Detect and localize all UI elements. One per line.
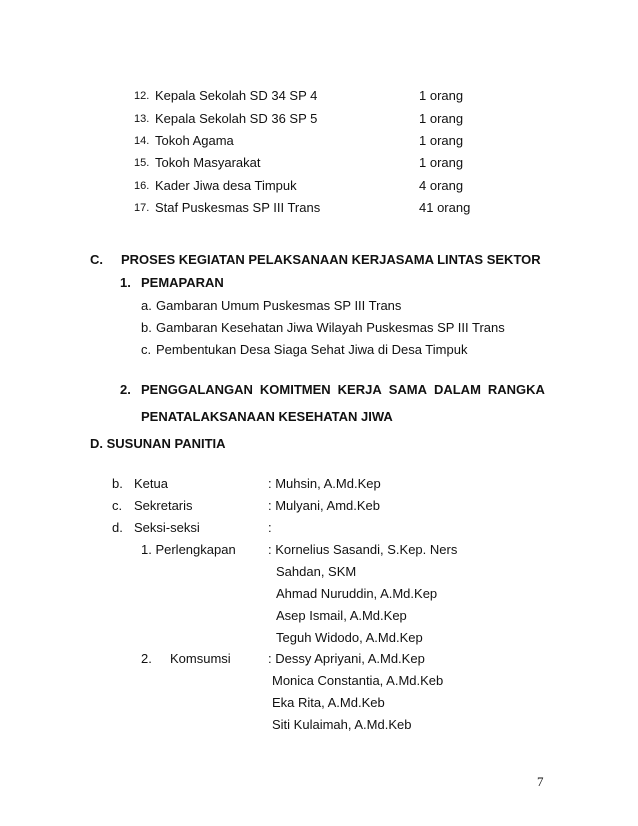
subsection-2-number: 2. <box>120 382 131 397</box>
committee-member: Eka Rita, A.Md.Keb <box>272 695 385 710</box>
list-item-letter: b. <box>141 320 152 335</box>
attendee-name: Tokoh Agama <box>155 133 234 148</box>
attendee-number: 17. <box>134 202 150 214</box>
attendee-number: 15. <box>134 157 150 169</box>
attendee-name: Kepala Sekolah SD 34 SP 4 <box>155 88 318 103</box>
list-item-letter: a. <box>141 298 152 313</box>
attendee-count: 1 orang <box>419 133 464 148</box>
committee-member: Siti Kulaimah, A.Md.Keb <box>272 717 412 732</box>
attendee-name: Tokoh Masyarakat <box>155 155 261 170</box>
role-name: Ketua <box>134 476 168 491</box>
role-letter: c. <box>112 498 123 513</box>
role-letter: d. <box>112 520 123 535</box>
attendee-number: 14. <box>134 135 150 147</box>
committee-member: Sahdan, SKM <box>276 564 357 579</box>
heading-word: RANGKA <box>487 382 545 397</box>
subsection-1-number: 1. <box>120 275 131 290</box>
attendee-count: 41 orang <box>419 200 471 215</box>
committee-member: : Kornelius Sasandi, S.Kep. Ners <box>268 542 458 557</box>
committee-number: 2. <box>141 651 152 666</box>
committee-label: Komsumsi <box>170 651 231 666</box>
role-name: Sekretaris <box>134 498 193 513</box>
subsection-2-heading-continued: PENATALAKSANAAN KESEHATAN JIWA <box>141 409 393 424</box>
committee-label: 1. Perlengkapan <box>141 542 236 557</box>
role-name: Seksi-seksi <box>134 520 200 535</box>
role-value: : Mulyani, Amd.Keb <box>268 498 380 513</box>
attendee-number: 16. <box>134 180 150 192</box>
role-value: : Muhsin, A.Md.Kep <box>268 476 381 491</box>
committee-member: : Dessy Apriyani, A.Md.Kep <box>268 651 425 666</box>
committee-member: Teguh Widodo, A.Md.Kep <box>276 630 423 645</box>
attendee-count: 1 orang <box>419 155 464 170</box>
role-value: : <box>268 520 272 535</box>
list-item-text: Gambaran Umum Puskesmas SP III Trans <box>156 298 402 313</box>
attendee-number: 13. <box>134 113 150 125</box>
heading-word: KOMITMEN <box>259 382 331 397</box>
committee-member: Ahmad Nuruddin, A.Md.Kep <box>276 586 438 601</box>
heading-word: SAMA <box>388 382 427 397</box>
attendee-count: 4 orang <box>419 178 464 193</box>
section-c-letter: C. <box>90 252 103 267</box>
role-letter: b. <box>112 476 123 491</box>
committee-member: Asep Ismail, A.Md.Kep <box>276 608 407 623</box>
heading-word: KERJA <box>337 382 382 397</box>
attendee-name: Kader Jiwa desa Timpuk <box>155 178 297 193</box>
heading-word: DALAM <box>433 382 481 397</box>
attendee-number: 12. <box>134 90 150 102</box>
attendee-count: 1 orang <box>419 111 464 126</box>
attendee-count: 1 orang <box>419 88 464 103</box>
list-item-letter: c. <box>141 342 152 357</box>
subsection-2-heading <box>141 382 545 397</box>
committee-member: Monica Constantia, A.Md.Keb <box>272 673 444 688</box>
subsection-1-heading: PEMAPARAN <box>141 275 224 290</box>
attendee-name: Kepala Sekolah SD 36 SP 5 <box>155 111 318 126</box>
list-item-text: Pembentukan Desa Siaga Sehat Jiwa di Desa Timpuk <box>156 342 468 357</box>
section-d-heading: D. SUSUNAN PANITIA <box>90 436 226 451</box>
heading-word: PENGGALANGAN <box>141 382 253 397</box>
attendee-name: Staf Puskesmas SP III Trans <box>155 200 321 215</box>
list-item-text: Gambaran Kesehatan Jiwa Wilayah Puskesmas SP III Trans <box>156 320 505 335</box>
page-number: 7 <box>537 774 544 789</box>
section-c-heading: PROSES KEGIATAN PELAKSANAAN KERJASAMA LINTAS SEKTOR <box>121 252 541 267</box>
